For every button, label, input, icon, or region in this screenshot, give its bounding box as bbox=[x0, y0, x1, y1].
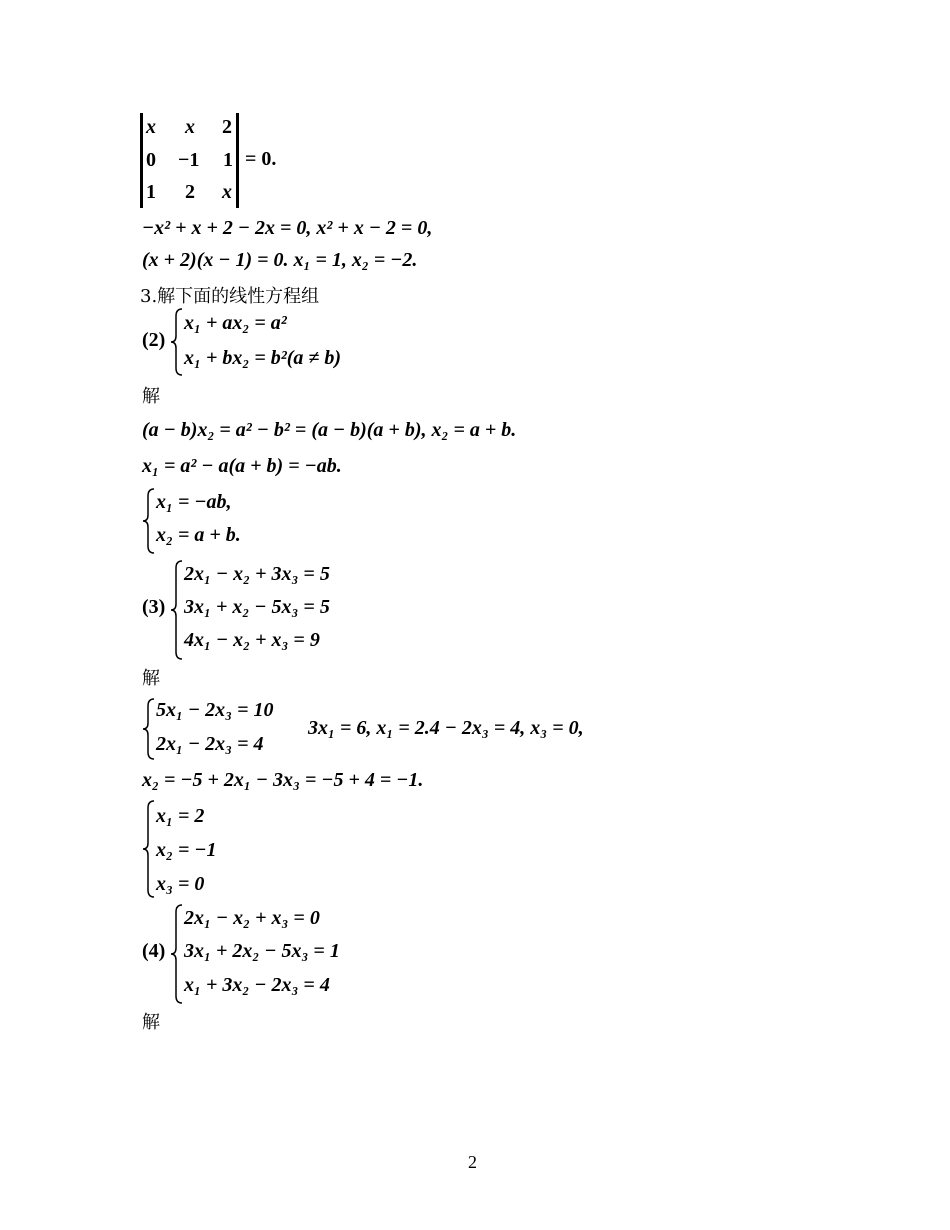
problem-2-eq2: x₁ + bx₂ = b²(a ≠ b) bbox=[184, 347, 342, 369]
det-r2c3: 1 bbox=[223, 149, 233, 171]
solution-3-result-1: x₁ = 2 bbox=[156, 805, 205, 827]
problem-4-eq3: x₁ + 3x₂ − 2x₃ = 4 bbox=[184, 974, 330, 996]
problem-2-eq1: x₁ + ax₂ = a² bbox=[184, 312, 287, 334]
det-r1c2: x bbox=[185, 116, 195, 138]
det-r2c1: 0 bbox=[146, 149, 156, 171]
page-number: 2 bbox=[468, 1152, 477, 1172]
solution-3-side: 3x₁ = 6, x₁ = 2.4 − 2x₃ = 4, x₃ = 0, bbox=[308, 717, 584, 739]
problem-4-label: (4) bbox=[142, 940, 166, 962]
solution-3-sys-2: 2x₁ − 2x₃ = 4 bbox=[156, 733, 264, 755]
solution-2-line-2: x₁ = a² − a(a + b) = −ab. bbox=[142, 455, 342, 477]
determinant-rhs: = 0. bbox=[245, 148, 277, 170]
problem-4-eq2: 3x₁ + 2x₂ − 5x₃ = 1 bbox=[184, 940, 340, 962]
solution-label-3: 解 bbox=[142, 668, 160, 689]
problem-2-label: (2) bbox=[142, 329, 166, 351]
solution-3-x2: x₂ = −5 + 2x₁ − 3x₃ = −5 + 4 = −1. bbox=[142, 769, 424, 791]
solution-3-result-brace bbox=[142, 800, 156, 898]
det-r3c2: 2 bbox=[185, 181, 195, 203]
solution-2-line-1: (a − b)x₂ = a² − b² = (a − b)(a + b), x₂ = a + b. bbox=[142, 419, 517, 441]
det-r3c3: x bbox=[222, 181, 232, 203]
solution-2-brace bbox=[142, 488, 156, 554]
determinant-left-bar bbox=[140, 113, 143, 208]
problem-4-brace bbox=[170, 904, 184, 1004]
problem-3-brace bbox=[170, 560, 184, 660]
problem-3-eq3: 4x₁ − x₂ + x₃ = 9 bbox=[184, 629, 320, 651]
solution-2-result-2: x₂ = a + b. bbox=[156, 524, 241, 546]
expansion-line-1: −x² + x + 2 − 2x = 0, x² + x − 2 = 0, bbox=[142, 217, 433, 239]
solution-3-result-2: x₂ = −1 bbox=[156, 839, 217, 861]
problem-3-label: (3) bbox=[142, 596, 166, 618]
determinant-right-bar bbox=[236, 113, 239, 208]
det-r2c2: −1 bbox=[178, 149, 200, 171]
problem-3-eq2: 3x₁ + x₂ − 5x₃ = 5 bbox=[184, 596, 330, 618]
det-r1c1: x bbox=[146, 116, 156, 138]
solution-3-result-3: x₃ = 0 bbox=[156, 873, 205, 895]
solution-2-result-1: x₁ = −ab, bbox=[156, 491, 232, 513]
problem-4-eq1: 2x₁ − x₂ + x₃ = 0 bbox=[184, 907, 320, 929]
expansion-line-2: (x + 2)(x − 1) = 0. x₁ = 1, x₂ = −2. bbox=[142, 249, 418, 271]
det-r3c1: 1 bbox=[146, 181, 156, 203]
section-heading: 3.解下面的线性方程组 bbox=[140, 286, 320, 307]
problem-2-brace bbox=[170, 308, 184, 376]
det-r1c3: 2 bbox=[222, 116, 232, 138]
solution-label-4: 解 bbox=[142, 1012, 160, 1033]
problem-3-eq1: 2x₁ − x₂ + 3x₃ = 5 bbox=[184, 563, 330, 585]
solution-3-system-brace bbox=[142, 698, 156, 760]
solution-label-2: 解 bbox=[142, 386, 160, 407]
solution-3-sys-1: 5x₁ − 2x₃ = 10 bbox=[156, 699, 274, 721]
